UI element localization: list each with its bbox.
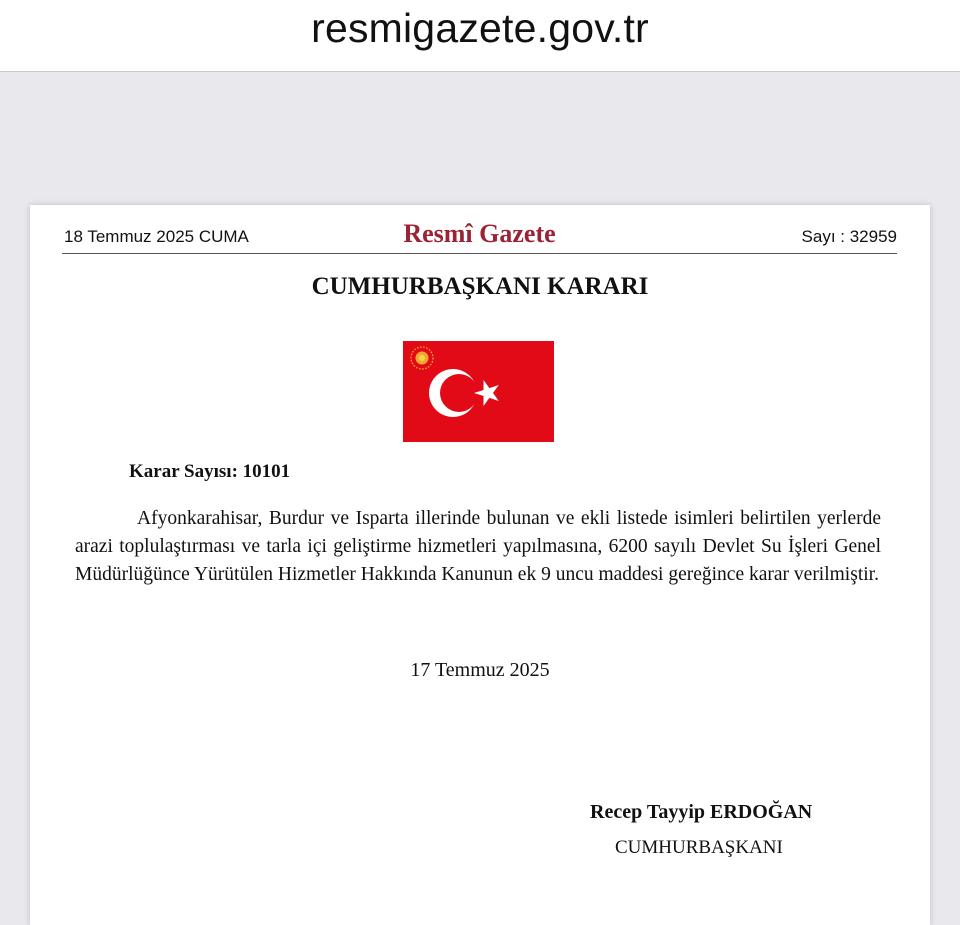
decision-number: Karar Sayısı: 10101 xyxy=(129,461,291,482)
page-viewport xyxy=(0,72,960,915)
turkish-flag-icon xyxy=(403,341,554,442)
signer-name: Recep Tayyip ERDOĞAN xyxy=(590,801,813,823)
signer-title: CUMHURBAŞKANI xyxy=(615,837,783,858)
gazette-page xyxy=(30,205,930,925)
decision-body-text: Afyonkarahisar, Burdur ve Isparta illerinde bulunan ve ekli listede isimleri belirtilen yerlerde arazi toplulaştırması ve tarla içi geliştirme hizmetleri yapılmasına, 6200 sayılı Devlet Su İşleri Genel Müdürlüğünce Yürütülen Hizmetler Hakkında Kanunun ek 9 uncu maddesi gereğince karar verilmiştir. xyxy=(75,508,881,585)
header-issue-number: Sayı : 32959 xyxy=(801,227,897,246)
browser-address-bar[interactable] xyxy=(0,0,960,72)
gazette-header xyxy=(62,219,897,254)
url-text[interactable]: resmigazete.gov.tr xyxy=(311,5,649,51)
header-title: Resmî Gazete xyxy=(403,219,556,248)
header-date: 18 Temmuz 2025 CUMA xyxy=(64,227,249,246)
document-title: CUMHURBAŞKANI KARARI xyxy=(311,273,649,300)
decision-date: 17 Temmuz 2025 xyxy=(410,659,550,681)
